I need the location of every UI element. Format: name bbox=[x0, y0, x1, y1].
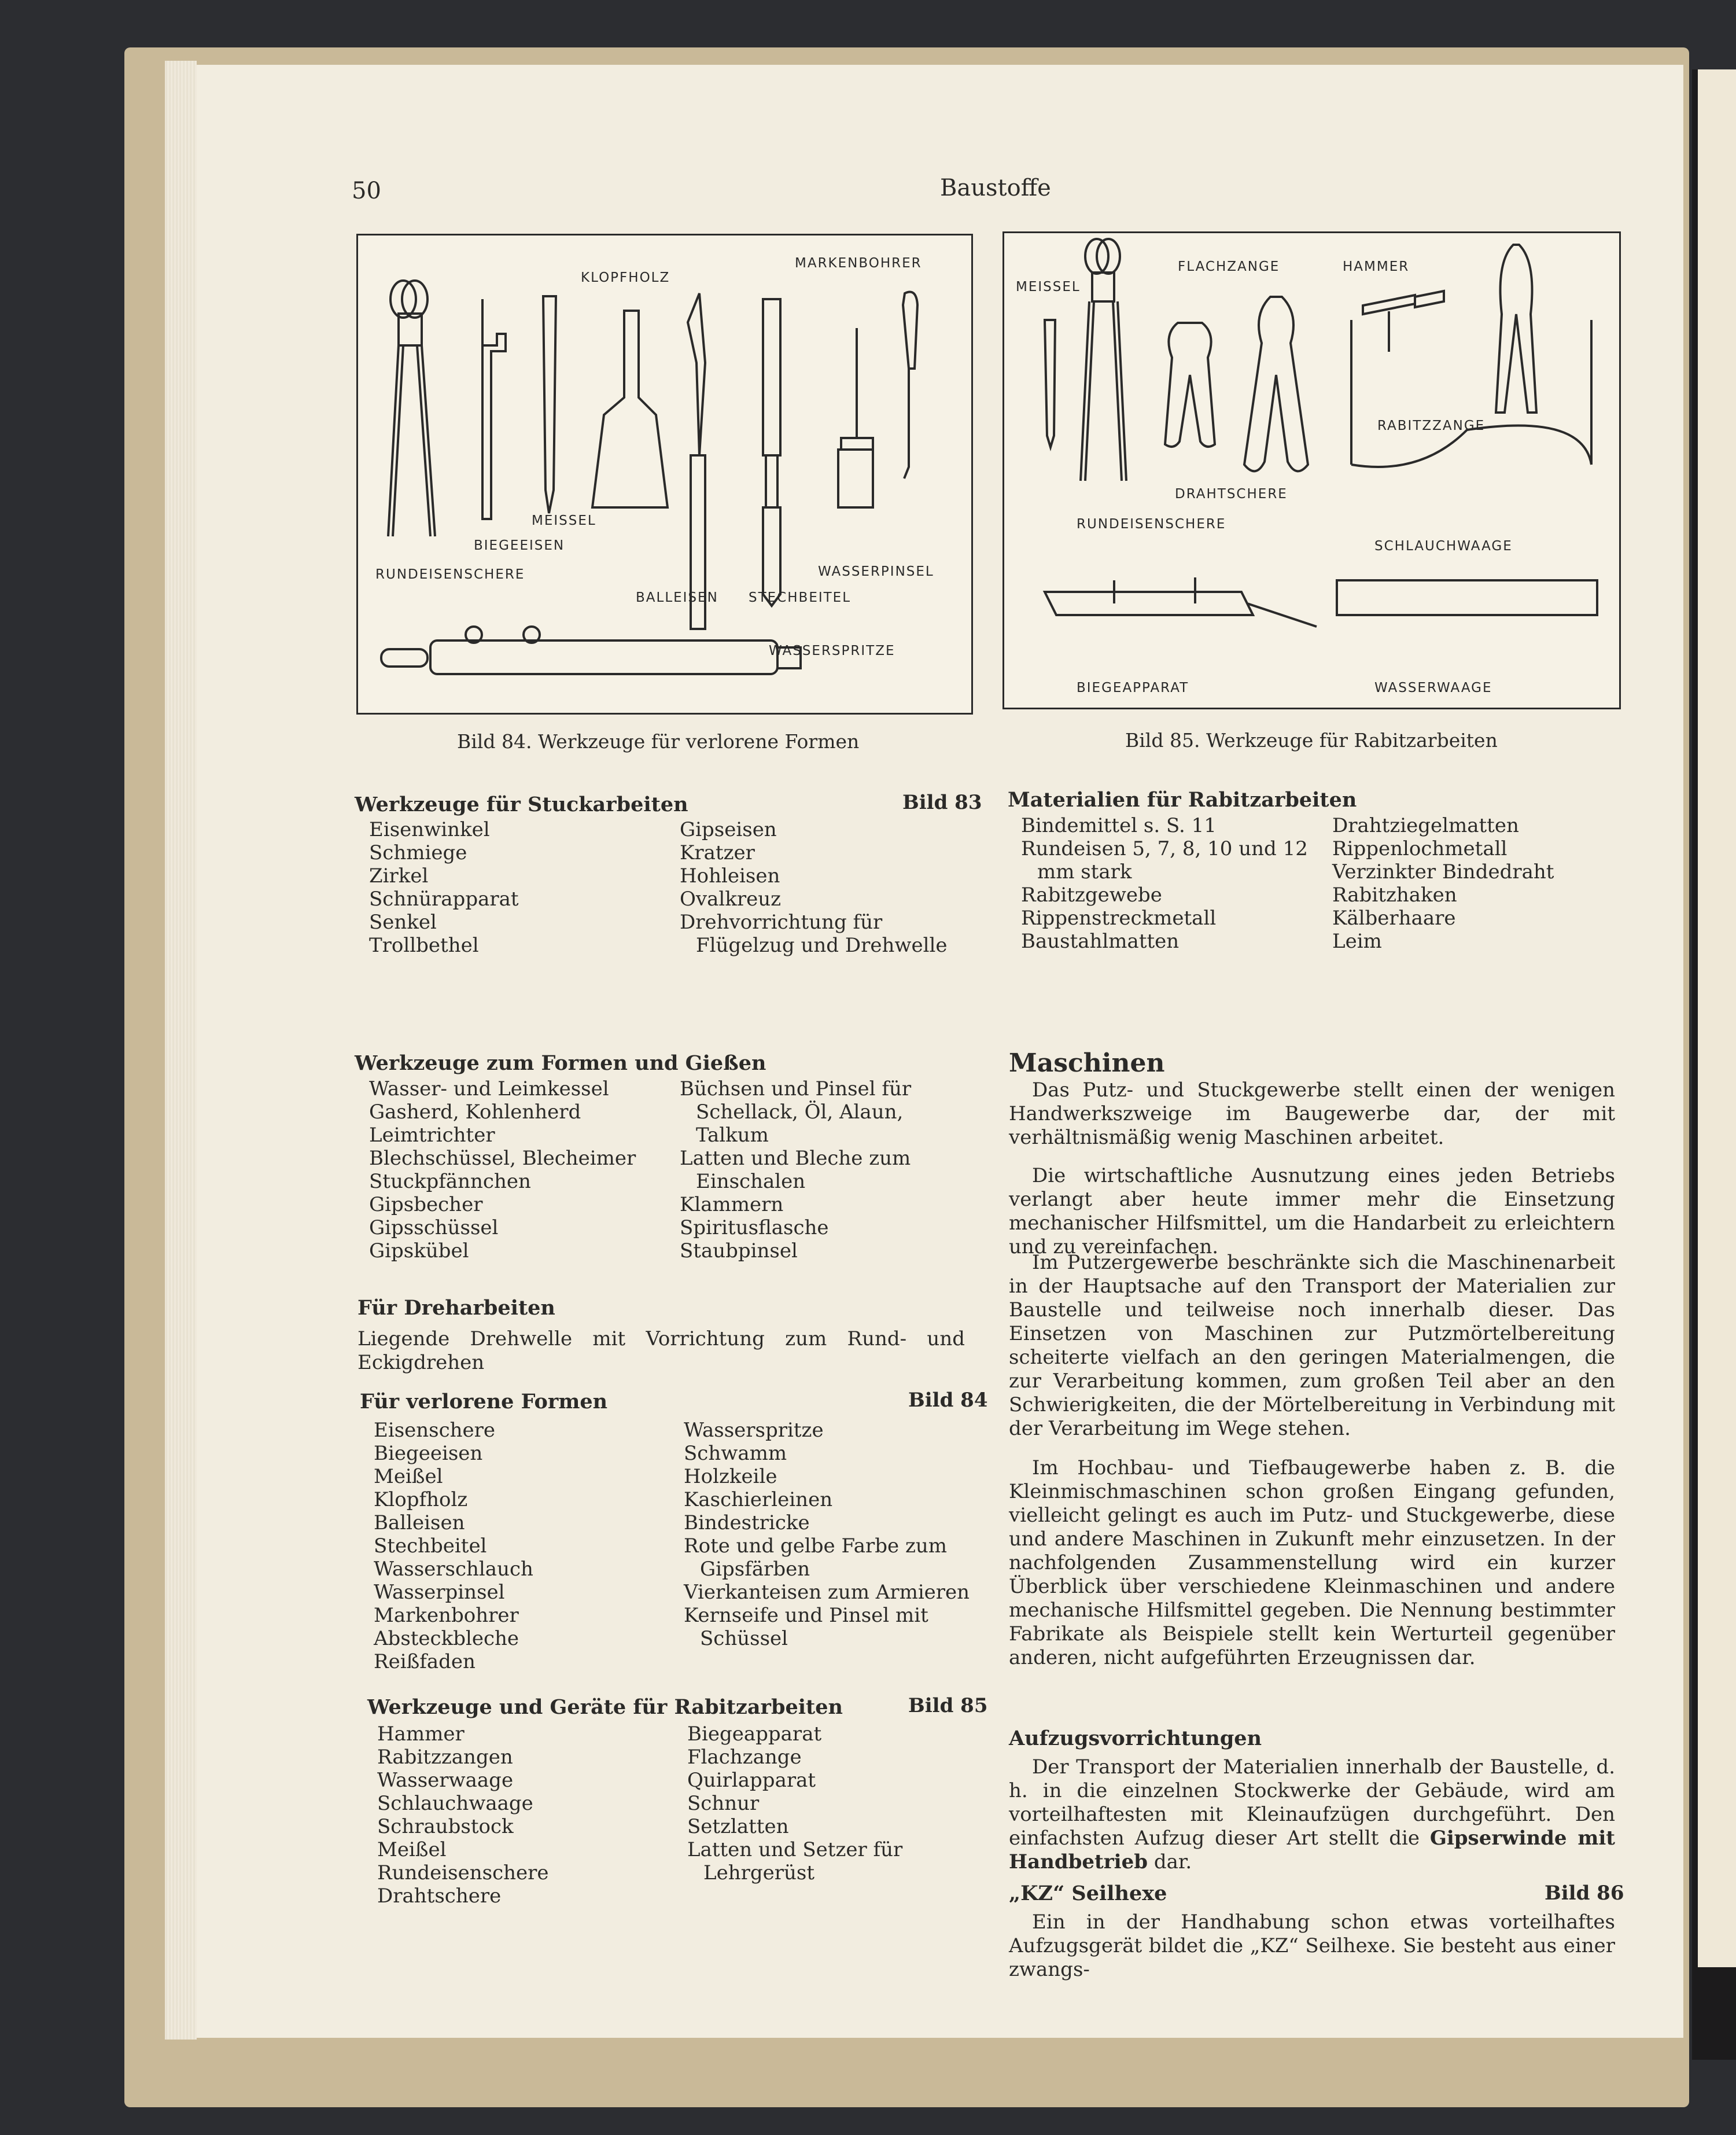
label-rundeisenschere: RUNDEISENSCHERE bbox=[375, 567, 525, 582]
paragraph-maschinen-2: Die wirtschaftliche Ausnutzung eines jeden Betriebs verlangt aber heute immer mehr die Einsetzung mechanischer Hilfsmittel, um die Handarbeit zu erleichtern und zu vereinfachen. bbox=[1009, 1164, 1615, 1258]
list-item: Latten und Bleche zum Einschalen bbox=[680, 1147, 911, 1193]
ref-bild-85: Bild 85 bbox=[908, 1694, 988, 1717]
heading-rabitz-werkzeuge: Werkzeuge und Geräte für Rabitzarbeiten bbox=[367, 1695, 843, 1719]
paragraph-maschinen-3: Im Putzergewerbe beschränkte sich die Maschinenarbeit in der Hauptsache auf den Transport der Materialien zur Baustelle und teilweise noch innerhalb dieser. Das Einsetzen von Maschinen zur Putzmörtelbereitung scheiterte vielfach an den geringen Materialmengen, die zur Verarbeitung kommen, zum großen Teil aber an den Schwierigkeiten, die der Mörtelbereitung in Verbindung mit der Verarbeitung im Wege stehen. bbox=[1009, 1251, 1615, 1440]
list-item: Wasser- und Leimkessel bbox=[369, 1077, 609, 1100]
list-item: Biegeapparat bbox=[687, 1722, 822, 1746]
figure-84-drawing bbox=[358, 235, 971, 713]
list-item: Balleisen bbox=[374, 1511, 465, 1534]
wasserspritze-drawing bbox=[381, 627, 801, 674]
meissel-drawing-85 bbox=[1045, 320, 1055, 447]
drahtschere-drawing bbox=[1244, 297, 1308, 471]
list-item: Rundeisen 5, 7, 8, 10 und 12 mm stark bbox=[1021, 837, 1308, 884]
heading-aufzugsvorrichtungen: Aufzugsvorrichtungen bbox=[1009, 1727, 1262, 1750]
list-item: Klopfholz bbox=[374, 1488, 468, 1511]
list-item: Staubpinsel bbox=[680, 1239, 798, 1262]
list-item: Meißel bbox=[377, 1838, 447, 1861]
list-item: Drahtziegelmatten bbox=[1332, 814, 1519, 837]
list-item: Biegeeisen bbox=[374, 1442, 483, 1465]
heading-formen-giessen: Werkzeuge zum Formen und Gießen bbox=[355, 1051, 766, 1075]
schlauchwaage-drawing bbox=[1351, 320, 1591, 467]
list-item: Setzlatten bbox=[687, 1815, 789, 1838]
list-item: Wasserwaage bbox=[377, 1769, 514, 1792]
list-item: Gipseisen bbox=[680, 818, 777, 841]
list-stuck-col1 bbox=[369, 818, 664, 957]
aufzug-text: Der Transport der Materialien innerhalb der Baustelle, d. h. in die einzelnen Stockwerke der Gebäude, wird am vorteilhaftesten mit Kleinaufzügen durchgeführt. Den einfachsten Aufzug dieser Art stellt die bbox=[1009, 1755, 1615, 1850]
list-item: Ovalkreuz bbox=[680, 888, 782, 911]
aufzug-emphasis: Gipserwinde mit Handbetrieb bbox=[1009, 1827, 1615, 1873]
figure-85 bbox=[1002, 231, 1621, 709]
paragraph-aufzug bbox=[1009, 1755, 1615, 1874]
list-item: Eisenwinkel bbox=[369, 818, 490, 841]
label-wasserpinsel: WASSERPINSEL bbox=[818, 564, 934, 579]
paragraph-maschinen-4: Im Hochbau- und Tiefbaugewerbe haben z. B. die Kleinmischmaschinen schon großen Eingang gefunden, vielleicht gelingt es auch im Putz- und Stuckgewerbe, diese und andere Maschinen in Zukunft mehr einzusetzen. In der nachfolgenden Zusammenstellung wird ein kurzer Überblick über verschiedene Kleinmaschinen und andere mechanische Hilfsmittel gegeben. Die Nennung bestimmter Fabrikate als Beispiele stellt kein Werturteil gegenüber anderen, nicht aufgeführten Erzeugnissen dar. bbox=[1009, 1456, 1615, 1669]
heading-seilhexe: „KZ“ Seilhexe bbox=[1009, 1882, 1167, 1905]
hammer-drawing bbox=[1363, 291, 1444, 352]
book-page bbox=[197, 65, 1683, 2038]
list-item: Leimtrichter bbox=[369, 1124, 495, 1147]
label-wasserspritze: WASSERSPRITZE bbox=[769, 643, 895, 658]
list-formen-col1 bbox=[369, 1077, 670, 1262]
list-formen-col2 bbox=[680, 1077, 969, 1262]
list-item: Rote und gelbe Farbe zum Gipsfärben bbox=[684, 1534, 948, 1581]
list-item: Kratzer bbox=[680, 841, 755, 864]
heading-stuckarbeiten: Werkzeuge für Stuckarbeiten bbox=[355, 793, 688, 816]
list-item: Zirkel bbox=[369, 864, 429, 888]
list-item: Schlauchwaage bbox=[377, 1792, 533, 1815]
label-flachzange-85: FLACHZANGE bbox=[1178, 259, 1280, 274]
list-item: Rippenlochmetall bbox=[1332, 837, 1508, 860]
list-item: Leim bbox=[1332, 930, 1382, 953]
heading-maschinen: Maschinen bbox=[1009, 1048, 1165, 1078]
list-verlorene-col1 bbox=[374, 1419, 669, 1673]
facing-page-edge bbox=[1698, 69, 1736, 1967]
list-item: Gipsschüssel bbox=[369, 1216, 499, 1239]
label-rundeisenschere-85: RUNDEISENSCHERE bbox=[1077, 517, 1226, 532]
list-item: Verzinkter Bindedraht bbox=[1332, 860, 1554, 884]
list-item: Senkel bbox=[369, 911, 437, 934]
list-item: Eisenschere bbox=[374, 1419, 496, 1442]
list-item: Reißfaden bbox=[374, 1650, 476, 1673]
figure-85-caption: Bild 85. Werkzeuge für Rabitzarbeiten bbox=[1125, 729, 1498, 752]
list-item: Stuckpfännchen bbox=[369, 1170, 531, 1193]
list-item: Rabitzzangen bbox=[377, 1746, 513, 1769]
label-markenbohrer: MARKENBOHRER bbox=[795, 256, 922, 271]
list-item: Latten und Setzer für Lehrgerüst bbox=[687, 1838, 903, 1884]
paragraph-maschinen-1: Das Putz- und Stuckgewerbe stellt einen der wenigen Handwerkszweige im Baugewerbe dar, der mit verhältnismäßig wenig Maschinen arbeitet. bbox=[1009, 1078, 1615, 1149]
list-item: Gipskübel bbox=[369, 1239, 469, 1262]
list-verlorene-col2 bbox=[684, 1419, 973, 1650]
list-item: Schmiege bbox=[369, 841, 467, 864]
ref-bild-84: Bild 84 bbox=[908, 1389, 988, 1412]
klopfholz-drawing bbox=[592, 311, 668, 507]
list-rabitz-col2 bbox=[687, 1722, 971, 1884]
balleisen-drawing bbox=[688, 293, 705, 629]
list-item: Schwamm bbox=[684, 1442, 787, 1465]
list-item: Quirlapparat bbox=[687, 1769, 816, 1792]
list-item: Markenbohrer bbox=[374, 1604, 519, 1627]
biegeapparat-drawing bbox=[1045, 577, 1317, 627]
list-item: Spiritusflasche bbox=[680, 1216, 829, 1239]
rundeisenschere-drawing-85 bbox=[1081, 239, 1126, 481]
rundeisenschere-drawing bbox=[388, 281, 435, 536]
paragraph-seilhexe: Ein in der Handhabung schon etwas vorteilhaftes Aufzugsgerät bildet die „KZ“ Seilhexe. Sie besteht aus einer zwangs- bbox=[1009, 1911, 1615, 1981]
list-item: Absteckbleche bbox=[374, 1627, 519, 1650]
aufzug-text-end: dar. bbox=[1153, 1850, 1192, 1873]
label-biegeapparat-85: BIEGEAPPARAT bbox=[1077, 680, 1189, 695]
stechbeitel-drawing bbox=[763, 299, 780, 606]
list-item: Wasserspritze bbox=[684, 1419, 824, 1442]
label-schlauchwaage-85: SCHLAUCHWAAGE bbox=[1374, 539, 1513, 554]
list-item: Schnur bbox=[687, 1792, 760, 1815]
list-materialien-col2 bbox=[1332, 814, 1610, 953]
label-stechbeitel: STECHBEITEL bbox=[749, 590, 852, 605]
ref-bild-86: Bild 86 bbox=[1545, 1882, 1624, 1905]
wasserwaage-drawing bbox=[1337, 580, 1597, 615]
list-item: Gasherd, Kohlenherd bbox=[369, 1100, 581, 1124]
list-item: Flachzange bbox=[687, 1746, 802, 1769]
list-item: Stechbeitel bbox=[374, 1534, 487, 1558]
list-item: Kälberhaare bbox=[1332, 907, 1456, 930]
label-meissel: MEISSEL bbox=[532, 513, 596, 528]
list-item: Schnürapparat bbox=[369, 888, 519, 911]
label-klopfholz: KLOPFHOLZ bbox=[581, 270, 670, 285]
list-item: Wasserschlauch bbox=[374, 1558, 533, 1581]
list-materialien-col1 bbox=[1021, 814, 1322, 953]
list-item: Vierkanteisen zum Armieren bbox=[684, 1581, 970, 1604]
list-item: Büchsen und Pinsel für Schellack, Öl, Alaun, Talkum bbox=[680, 1077, 912, 1147]
label-drahtschere-85: DRAHTSCHERE bbox=[1175, 487, 1288, 502]
biegeeisen-drawing bbox=[482, 299, 506, 519]
list-item: Kaschierleinen bbox=[684, 1488, 833, 1511]
list-item: Bindestricke bbox=[684, 1511, 810, 1534]
list-item: Klammern bbox=[680, 1193, 784, 1216]
list-item: Blechschüssel, Blecheimer bbox=[369, 1147, 636, 1170]
label-hammer-85: HAMMER bbox=[1343, 259, 1410, 274]
running-title: Baustoffe bbox=[940, 175, 1051, 201]
list-item: Wasserpinsel bbox=[374, 1581, 505, 1604]
label-balleisen: BALLEISEN bbox=[636, 590, 718, 605]
list-item: Rabitzhaken bbox=[1332, 884, 1457, 907]
list-item: Gipsbecher bbox=[369, 1193, 483, 1216]
heading-verlorene-formen: Für verlorene Formen bbox=[360, 1390, 608, 1413]
markenbohrer-drawing bbox=[903, 292, 917, 479]
list-item: Drehvorrichtung für Flügelzug und Drehwelle bbox=[680, 911, 948, 957]
figure-84-caption: Bild 84. Werkzeuge für verlorene Formen bbox=[457, 730, 860, 753]
text-dreharbeiten: Liegende Drehwelle mit Vorrichtung zum Rund- und Eckigdrehen bbox=[357, 1327, 965, 1374]
meissel-drawing bbox=[543, 296, 556, 513]
list-item: Rippenstreckmetall bbox=[1021, 907, 1217, 930]
rabitzzange-drawing bbox=[1496, 245, 1536, 413]
list-item: Kernseife und Pinsel mit Schüssel bbox=[684, 1604, 928, 1650]
page-number: 50 bbox=[352, 178, 381, 204]
ref-bild-83: Bild 83 bbox=[902, 791, 982, 814]
flachzange-drawing bbox=[1165, 323, 1215, 447]
list-item: Schraubstock bbox=[377, 1815, 514, 1838]
list-item: Trollbethel bbox=[369, 934, 479, 957]
page-stack-edge bbox=[165, 61, 197, 2040]
list-item: Holzkeile bbox=[684, 1465, 777, 1488]
heading-dreharbeiten: Für Dreharbeiten bbox=[357, 1296, 555, 1320]
list-item: Rundeisenschere bbox=[377, 1861, 549, 1884]
list-stuck-col2 bbox=[680, 818, 969, 957]
wasserpinsel-drawing bbox=[838, 328, 873, 507]
list-item: Baustahlmatten bbox=[1021, 930, 1180, 953]
label-rabitzzange-85: RABITZZANGE bbox=[1377, 418, 1486, 433]
list-item: Bindemittel s. S. 11 bbox=[1021, 814, 1217, 837]
figure-84 bbox=[356, 234, 973, 715]
label-biegeeisen: BIEGEEISEN bbox=[474, 538, 565, 553]
list-item: Meißel bbox=[374, 1465, 443, 1488]
list-item: Drahtschere bbox=[377, 1884, 502, 1908]
label-meissel-85: MEISSEL bbox=[1016, 279, 1081, 295]
figure-85-drawing bbox=[1004, 233, 1619, 708]
list-item: Rabitzgewebe bbox=[1021, 884, 1162, 907]
heading-materialien-rabitz: Materialien für Rabitzarbeiten bbox=[1008, 788, 1357, 812]
label-wasserwaage-85: WASSERWAAGE bbox=[1374, 680, 1492, 695]
list-item: Hohleisen bbox=[680, 864, 780, 888]
list-item: Hammer bbox=[377, 1722, 465, 1746]
list-rabitz-col1 bbox=[377, 1722, 672, 1908]
